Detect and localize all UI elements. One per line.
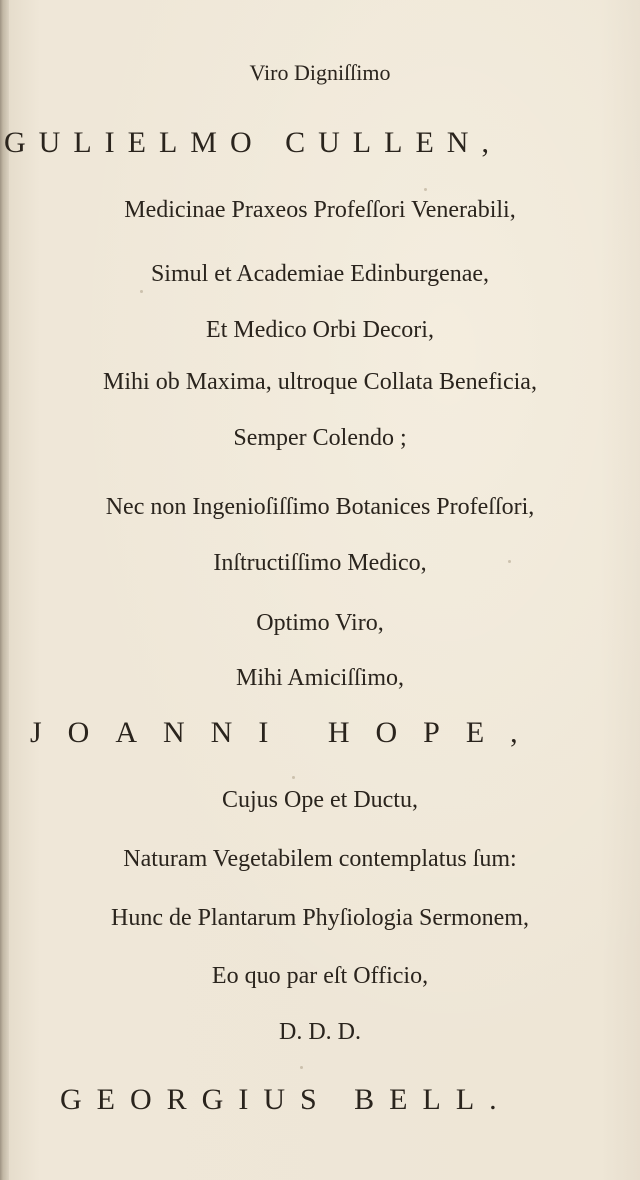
honoree-name-cullen: GULIELMO CULLEN, [4,126,502,159]
hope-line-2: Inſtructiſſimo Medico, [213,550,427,576]
cullen-line-5: Semper Colendo ; [233,425,407,451]
paper-speck [508,560,511,563]
cullen-line-4: Mihi ob Maxima, ultroque Collata Beneficia, [103,369,537,395]
paper-speck [140,290,143,293]
paper-speck [292,776,295,779]
cullen-line-1: Medicinae Praxeos Profeſſori Venerabili, [124,197,516,223]
closing-line-2: Naturam Vegetabilem contemplatus ſum: [123,846,517,872]
honoree-name-hope: JOANNI HOPE, [30,716,544,749]
hope-line-4: Mihi Amiciſſimo, [235,665,404,691]
closing-line-1: Cujus Ope et Ductu, [222,787,418,813]
dedication-initials: D. D. D. [279,1019,361,1045]
closing-line-3: Hunc de Plantarum Phyſiologia Sermonem, [111,905,529,931]
closing-line-4: Eo quo par eſt Officio, [211,963,429,989]
salutation: Viro Digniſſimo [249,60,391,85]
hope-line-3: Optimo Viro, [256,610,384,636]
hope-line-1: Nec non Ingenioſiſſimo Botanices Profeſſori, [105,494,535,520]
paper-speck [424,188,427,191]
binding-edge [0,0,9,1180]
cullen-line-2: Simul et Academiae Edinburgenae, [150,261,490,287]
paper-speck [300,1066,303,1069]
cullen-line-3: Et Medico Orbi Decori, [206,317,434,343]
author-signature: GEORGIUS BELL. [60,1083,512,1116]
